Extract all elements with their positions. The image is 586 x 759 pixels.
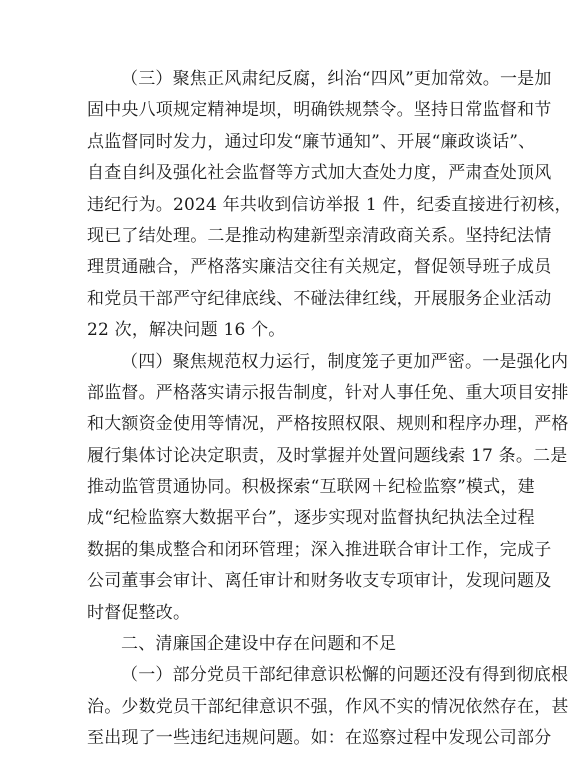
text-line: 治。少数党员干部纪律意识不强，作风不实的情况依然存在，甚 bbox=[87, 696, 569, 717]
text-line: 固中央八项规定精神堤坝，明确铁规禁令。坚持日常监督和节 bbox=[87, 100, 552, 121]
text-line: （四）聚焦规范权力运行，制度笼子更加严密。一是强化内 bbox=[121, 351, 569, 372]
text-line: 现已了结处理。二是推动构建新型亲清政商关系。坚持纪法情 bbox=[87, 225, 552, 246]
text-line: 时督促整改。 bbox=[87, 602, 191, 623]
text-line: 公司董事会审计、离任审计和财务收支专项审计，发现问题及 bbox=[87, 571, 552, 592]
text-line: 部监督。严格落实请示报告制度，针对人事任免、重大项目安排 bbox=[87, 382, 569, 403]
text-line: 二、清廉国企建设中存在问题和不足 bbox=[121, 634, 397, 655]
text-line: 和党员干部严守纪律底线、不碰法律红线，开展服务企业活动 bbox=[87, 288, 552, 309]
text-line: （三）聚焦正风肃纪反腐，纠治“四风”更加常效。一是加 bbox=[121, 69, 552, 89]
document-body bbox=[87, 64, 572, 755]
text-line: （一）部分党员干部纪律意识松懈的问题还没有得到彻底根 bbox=[121, 665, 569, 686]
text-line: 至出现了一些违纪违规问题。如：在巡察过程中发现公司部分 bbox=[87, 728, 552, 749]
text-line: 点监督同时发力，通过印发“廉节通知”、开展“廉政谈话”、 bbox=[87, 131, 536, 152]
text-line: 22 次，解决问题 16 个。 bbox=[87, 320, 286, 341]
text-line: 推动监管贯通协同。积极探索“互联网＋纪检监察”模式，建 bbox=[87, 477, 535, 498]
text-line: 数据的集成整合和闭环管理；深入推进联合审计工作，完成子 bbox=[87, 539, 552, 560]
text-line: 和大额资金使用等情况，严格按照权限、规则和程序办理，严格 bbox=[87, 414, 569, 435]
text-line: 理贯通融合，严格落实廉洁交往有关规定，督促领导班子成员 bbox=[87, 257, 552, 278]
text-line: 自查自纠及强化社会监督等方式加大查处力度，严肃查处顶风 bbox=[87, 163, 552, 184]
text-line: 违纪行为。2024 年共收到信访举报 1 件，纪委直接进行初核， bbox=[87, 194, 572, 215]
text-line: 履行集体讨论决定职责，及时掌握并处置问题线索 17 条。二是 bbox=[87, 445, 568, 466]
text-line: 成“纪检监察大数据平台”，逐步实现对监督执纪执法全过程 bbox=[87, 508, 535, 529]
